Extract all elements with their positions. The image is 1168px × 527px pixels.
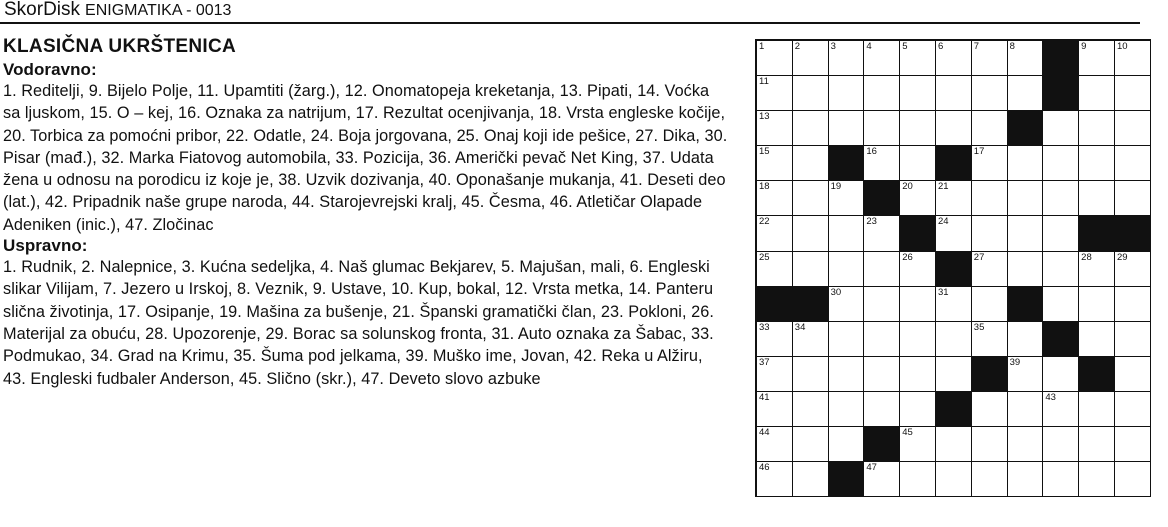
cell-number: 37 <box>759 356 770 368</box>
cell-number: 30 <box>830 286 842 298</box>
grid-cell[interactable] <box>900 76 936 111</box>
grid-cell[interactable] <box>1008 41 1044 76</box>
grid-cell[interactable] <box>829 252 865 287</box>
grid-block <box>829 146 865 181</box>
grid-cell[interactable] <box>936 322 972 357</box>
grid-cell[interactable] <box>936 427 972 462</box>
grid-cell[interactable] <box>936 111 972 146</box>
grid-cell[interactable] <box>757 181 793 216</box>
grid-block <box>1043 41 1079 76</box>
grid-block <box>936 146 972 181</box>
grid-cell[interactable] <box>1115 287 1151 322</box>
grid-cell[interactable] <box>757 76 793 111</box>
cell-number: 5 <box>902 41 908 52</box>
cell-number: 7 <box>973 41 980 52</box>
grid-cell[interactable] <box>793 322 829 357</box>
grid-cell[interactable] <box>900 322 936 357</box>
grid-cell[interactable] <box>1079 427 1115 462</box>
grid-cell[interactable] <box>829 357 865 392</box>
cell-number: 34 <box>794 321 806 333</box>
grid-cell[interactable] <box>829 111 865 146</box>
cell-number: 25 <box>759 251 770 263</box>
grid-cell[interactable] <box>1008 322 1044 357</box>
cell-number: 2 <box>794 41 801 52</box>
grid-block <box>936 252 972 287</box>
grid-cell[interactable] <box>757 111 793 146</box>
crossword-grid <box>755 39 1151 497</box>
grid-cell[interactable] <box>829 76 865 111</box>
grid-block <box>1043 322 1079 357</box>
cell-number: 21 <box>937 181 949 193</box>
cell-number: 28 <box>1081 251 1092 263</box>
grid-cell[interactable] <box>936 357 972 392</box>
grid-cell[interactable] <box>1115 181 1151 216</box>
grid-cell[interactable] <box>829 427 865 462</box>
cell-number: 23 <box>866 216 877 228</box>
grid-cell[interactable] <box>864 76 900 111</box>
cell-number: 15 <box>759 146 770 158</box>
grid-cell[interactable] <box>972 392 1008 427</box>
cell-number: 26 <box>902 251 913 263</box>
grid-cell[interactable] <box>1079 181 1115 216</box>
cell-number: 47 <box>866 462 877 474</box>
grid-block <box>1008 287 1044 322</box>
grid-cell[interactable] <box>972 427 1008 462</box>
grid-cell[interactable] <box>829 322 865 357</box>
grid-cell[interactable] <box>900 181 936 216</box>
cell-number: 43 <box>1045 391 1056 403</box>
grid-cell[interactable] <box>1043 252 1079 287</box>
cell-number: 20 <box>902 181 913 193</box>
grid-cell[interactable] <box>864 111 900 146</box>
grid-cell[interactable] <box>757 252 793 287</box>
grid-cell[interactable] <box>900 41 936 76</box>
grid-cell[interactable] <box>757 216 793 251</box>
grid-cell[interactable] <box>1079 462 1115 497</box>
grid-cell[interactable] <box>972 462 1008 497</box>
grid-block <box>757 287 793 322</box>
grid-cell[interactable] <box>864 41 900 76</box>
grid-cell[interactable] <box>864 322 900 357</box>
down-clues: 1. Rudnik, 2. Nalepnice, 3. Kućna sedeljka, 4. Naš glumac Bekjarev, 5. Majušan, mali, 6. Engleski slikar Vilijam, 7. Jezero u Irskoj, 8. Veznik, 9. Ustave, 10. Kup, bokal, 12. Vrsta metka, 14. Panteru slična životinja, 17. Osipanje, 19. Mašina za bušenje, 21. Španski gramatički član, 23. Pokloni, 26. Materijal za obuću, 28. Upozorenje, 29. Borac sa solunskog fronta, 31. Auto oznaka za Šabac, 33. Podmukao, 34. Grad na Krimu, 35. Šuma pod jelkama, 39. Muško ime, Jovan, 42. Reka u Alžiru, 43. Engleski fudbaler Anderson, 45. Slično (skr.), 47. Deveto slovo azbuke <box>3 258 714 388</box>
cell-number: 35 <box>973 321 985 333</box>
grid-cell[interactable] <box>936 181 972 216</box>
grid-cell[interactable] <box>1079 146 1115 181</box>
grid-block <box>900 216 936 251</box>
grid-cell[interactable] <box>936 76 972 111</box>
grid-cell[interactable] <box>936 462 972 497</box>
cell-number: 19 <box>830 181 842 193</box>
grid-cell[interactable] <box>972 216 1008 251</box>
cell-number: 6 <box>937 41 944 52</box>
grid-cell[interactable] <box>793 252 829 287</box>
cell-number: 24 <box>937 216 949 228</box>
grid-cell[interactable] <box>1079 287 1115 322</box>
grid-cell[interactable] <box>757 462 793 497</box>
grid-cell[interactable] <box>936 41 972 76</box>
grid-cell[interactable] <box>1115 322 1151 357</box>
down-heading: Uspravno: <box>3 236 88 256</box>
grid-cell[interactable] <box>1115 76 1151 111</box>
cell-number: 27 <box>973 251 985 263</box>
grid-cell[interactable] <box>1115 357 1151 392</box>
grid-cell[interactable] <box>972 146 1008 181</box>
grid-block <box>864 427 900 462</box>
grid-cell[interactable] <box>1043 216 1079 251</box>
grid-cell[interactable] <box>1115 252 1151 287</box>
grid-cell[interactable] <box>936 287 972 322</box>
grid-cell[interactable] <box>793 76 829 111</box>
cell-number: 22 <box>759 216 770 228</box>
cell-number: 46 <box>759 462 770 474</box>
cell-number: 17 <box>973 146 985 158</box>
grid-cell[interactable] <box>1079 41 1115 76</box>
grid-cell[interactable] <box>900 427 936 462</box>
cell-number: 45 <box>902 427 913 439</box>
grid-cell[interactable] <box>1115 41 1151 76</box>
grid-cell[interactable] <box>1079 392 1115 427</box>
grid-cell[interactable] <box>1043 392 1079 427</box>
grid-cell[interactable] <box>864 252 900 287</box>
header-title: ENIGMATIKA - 0013 <box>85 2 232 19</box>
grid-cell[interactable] <box>1115 392 1151 427</box>
grid-cell[interactable] <box>1008 357 1044 392</box>
grid-cell[interactable] <box>972 252 1008 287</box>
grid-cell[interactable] <box>829 216 865 251</box>
cell-number: 11 <box>759 76 769 88</box>
cell-number: 3 <box>830 41 836 52</box>
cell-number: 39 <box>1009 356 1021 368</box>
cell-number: 29 <box>1116 251 1128 263</box>
cell-number: 41 <box>759 391 770 403</box>
grid-cell[interactable] <box>1079 252 1115 287</box>
grid-cell[interactable] <box>829 287 865 322</box>
grid-cell[interactable] <box>972 76 1008 111</box>
grid-cell[interactable] <box>1043 146 1079 181</box>
cell-number: 1 <box>759 41 765 52</box>
grid-cell[interactable] <box>1115 146 1151 181</box>
grid-cell[interactable] <box>936 216 972 251</box>
grid-cell[interactable] <box>793 462 829 497</box>
page-header <box>0 0 1140 24</box>
clues-panel <box>3 34 728 390</box>
cell-number: 18 <box>759 181 770 193</box>
grid-cell[interactable] <box>757 41 793 76</box>
grid-cell[interactable] <box>900 252 936 287</box>
grid-cell[interactable] <box>900 357 936 392</box>
grid-cell[interactable] <box>864 216 900 251</box>
cell-number: 31 <box>937 286 949 298</box>
grid-cell[interactable] <box>972 322 1008 357</box>
header-text <box>4 0 231 21</box>
grid-cell[interactable] <box>1043 111 1079 146</box>
grid-cell[interactable] <box>1043 462 1079 497</box>
grid-cell[interactable] <box>1008 146 1044 181</box>
grid-cell[interactable] <box>793 427 829 462</box>
cell-number: 9 <box>1081 41 1087 52</box>
grid-cell[interactable] <box>1079 111 1115 146</box>
grid-cell[interactable] <box>900 392 936 427</box>
puzzle-title: KLASIČNA UKRŠTENICA <box>3 36 236 57</box>
grid-cell[interactable] <box>972 287 1008 322</box>
grid-cell[interactable] <box>1008 252 1044 287</box>
grid-block <box>864 181 900 216</box>
grid-cell[interactable] <box>1115 111 1151 146</box>
grid-cell[interactable] <box>1043 181 1079 216</box>
grid-cell[interactable] <box>900 287 936 322</box>
grid-block <box>1115 216 1151 251</box>
grid-cell[interactable] <box>829 41 865 76</box>
grid-block <box>793 287 829 322</box>
grid-cell[interactable] <box>793 357 829 392</box>
grid-cell[interactable] <box>864 462 900 497</box>
grid-cell[interactable] <box>757 427 793 462</box>
grid-cell[interactable] <box>1043 357 1079 392</box>
grid-block <box>1008 111 1044 146</box>
cell-number: 33 <box>759 321 770 333</box>
grid-cell[interactable] <box>829 181 865 216</box>
grid-cell[interactable] <box>793 181 829 216</box>
grid-block <box>972 357 1008 392</box>
grid-cell[interactable] <box>793 41 829 76</box>
grid-cell[interactable] <box>864 392 900 427</box>
grid-cell[interactable] <box>1008 462 1044 497</box>
cell-number: 13 <box>759 111 770 123</box>
grid-cell[interactable] <box>1115 427 1151 462</box>
cell-number: 16 <box>866 146 877 158</box>
cell-number: 44 <box>759 427 770 439</box>
grid-cell[interactable] <box>1008 181 1044 216</box>
grid-cell[interactable] <box>757 322 793 357</box>
grid-cell[interactable] <box>1008 427 1044 462</box>
grid-cell[interactable] <box>1043 287 1079 322</box>
grid-cell[interactable] <box>793 111 829 146</box>
grid-cell[interactable] <box>793 392 829 427</box>
header-brand: SkorDisk <box>4 0 81 20</box>
grid-cell[interactable] <box>1008 76 1044 111</box>
grid-block <box>1043 76 1079 111</box>
grid-cell[interactable] <box>1079 322 1115 357</box>
grid-block <box>936 392 972 427</box>
across-clues: 1. Reditelji, 9. Bijelo Polje, 11. Upamtiti (žarg.), 12. Onomatopeja kreketanja, 13. Pipati, 14. Voćka sa ljuskom, 15. O – kej, 16. Oznaka za natrijum, 17. Rezultat ocenjivanja, 18. Vrsta engleske kočije, 20. Torbica za pomoćni pribor, 22. Odatle, 24. Boja jorgovana, 25. Onaj koji ide pešice, 27. Dika, 30. Pisar (mađ.), 32. Marka Fiatovog automobila, 33. Pozicija, 36. Američki pevač Net King, 37. Udata žena u odnosu na porodicu iz koje je, 38. Uzvik dozivanja, 40. Oponašanje mukanja, 41. Deseti deo (lat.), 42. Pripadnik naše grupe naroda, 44. Starojevrejski kralj, 45. Česma, 46. Atletičar Olapade Adeniken (inic.), 47. Zločinac <box>3 82 728 234</box>
cell-number: 8 <box>1009 41 1015 52</box>
cell-number: 10 <box>1116 41 1128 52</box>
grid-cell[interactable] <box>793 146 829 181</box>
grid-cell[interactable] <box>900 111 936 146</box>
grid-cell[interactable] <box>972 181 1008 216</box>
grid-cell[interactable] <box>793 216 829 251</box>
grid-cell[interactable] <box>864 146 900 181</box>
grid-cell[interactable] <box>900 462 936 497</box>
grid-cell[interactable] <box>864 357 900 392</box>
grid-cell[interactable] <box>757 146 793 181</box>
grid-block <box>1079 216 1115 251</box>
across-heading: Vodoravno: <box>3 60 97 79</box>
grid-cell[interactable] <box>757 392 793 427</box>
grid-cell[interactable] <box>829 392 865 427</box>
grid-cell[interactable] <box>1115 462 1151 497</box>
grid-cell[interactable] <box>1008 216 1044 251</box>
grid-cell[interactable] <box>900 146 936 181</box>
grid-block <box>1079 357 1115 392</box>
grid-cell[interactable] <box>1043 427 1079 462</box>
cell-number: 4 <box>866 41 872 52</box>
grid-block <box>829 462 865 497</box>
grid-cell[interactable] <box>972 111 1008 146</box>
grid-cell[interactable] <box>1008 392 1044 427</box>
grid-cell[interactable] <box>864 287 900 322</box>
grid-cell[interactable] <box>757 357 793 392</box>
grid-cell[interactable] <box>1079 76 1115 111</box>
grid-cell[interactable] <box>972 41 1008 76</box>
